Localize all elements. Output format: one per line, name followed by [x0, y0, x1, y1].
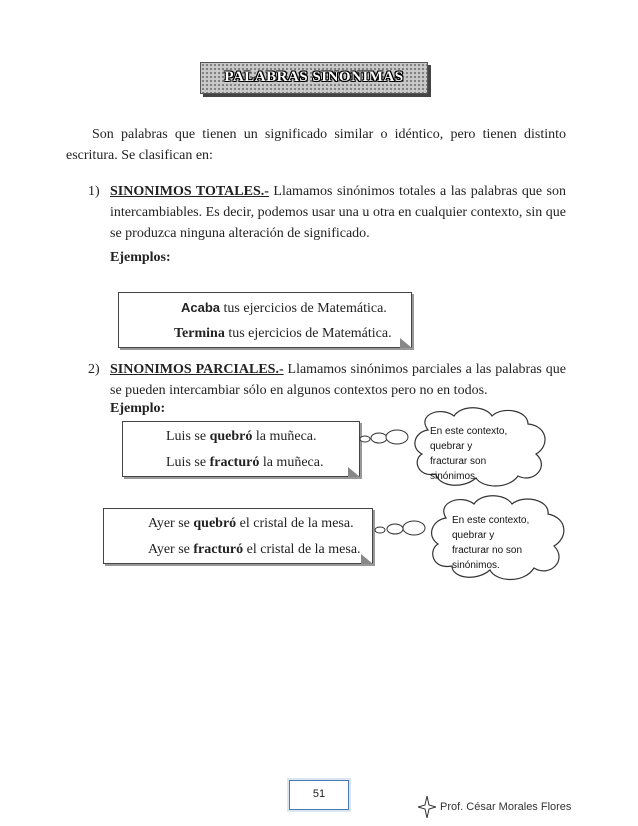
highlight-word: quebró — [209, 429, 253, 444]
highlight-word: fracturó — [209, 455, 260, 470]
example-text: la muñeca. — [252, 429, 317, 444]
cloud-line: En este contexto, — [452, 515, 530, 526]
example-label: Ejemplo: — [110, 401, 166, 416]
example-text: Ayer se — [148, 542, 194, 557]
example-text: el cristal de la mesa. — [236, 516, 354, 531]
highlight-word: quebró — [193, 516, 237, 531]
example-text: la muñeca. — [259, 455, 324, 470]
cloud-line: fracturar no son — [452, 545, 523, 556]
example-text: Ayer se — [148, 516, 194, 531]
example-text: Luis se — [166, 455, 210, 470]
example-line — [181, 300, 387, 317]
page-title: PALABRAS SINONIMAS — [224, 69, 404, 85]
example-text: el cristal de la mesa. — [243, 542, 361, 557]
example-box-glass — [103, 508, 373, 564]
page-fold-corner — [400, 338, 412, 348]
intro-paragraph: Son palabras que tienen un significado similar o idéntico, pero tienen distinto escritura. Se clasifican en: — [66, 127, 566, 163]
example-text: Luis se — [166, 429, 210, 444]
example-line — [166, 455, 323, 471]
page-number-box — [289, 780, 349, 810]
cloud-line: fracturar son — [430, 456, 487, 467]
cloud-line: sinónimos. — [452, 560, 500, 571]
section-heading: SINONIMOS TOTALES.- — [110, 184, 269, 199]
cloud-line: quebrar y — [430, 441, 473, 452]
section-text: Llamamos sinónimos parciales a las palabras que se pueden intercambiar sólo en algunos contextos pero no en todos. — [110, 362, 566, 398]
highlight-word: Acaba — [181, 300, 221, 315]
highlight-word: Termina — [174, 326, 225, 341]
cloud-line: quebrar y — [452, 530, 495, 541]
page-number: 51 — [312, 788, 326, 800]
example-line — [148, 542, 361, 558]
section-total-synonyms — [88, 181, 566, 244]
cloud-line: sinónimos. — [430, 471, 478, 482]
highlight-word: fracturó — [193, 542, 244, 557]
section-number: 2) — [88, 362, 100, 377]
section-heading: SINONIMOS PARCIALES.- — [110, 362, 284, 377]
example-line — [148, 516, 354, 532]
section-partial-synonyms — [88, 359, 566, 401]
example-rest: tus ejercicios de Matemática. — [220, 301, 387, 316]
example-line — [174, 326, 392, 342]
star-icon — [418, 796, 436, 818]
title-banner — [200, 62, 428, 94]
cloud-note-1 — [430, 424, 507, 484]
section-text: Llamamos sinónimos totales a las palabras que son intercambiables. Es decir, podemos usar una u otra en cualquier contexto, sin que se produzca ninguna alteración de significado. — [110, 184, 567, 241]
example-rest: tus ejercicios de Matemática. — [224, 326, 392, 341]
examples-label: Ejemplos: — [110, 250, 171, 265]
example-line — [166, 429, 317, 445]
example-box-total — [118, 292, 412, 348]
section-number: 1) — [88, 184, 100, 199]
cloud-note-2 — [452, 513, 529, 573]
author-credit: Prof. César Morales Flores — [440, 801, 572, 813]
cloud-line: En este contexto, — [430, 426, 508, 437]
example-box-wrist — [122, 421, 360, 477]
